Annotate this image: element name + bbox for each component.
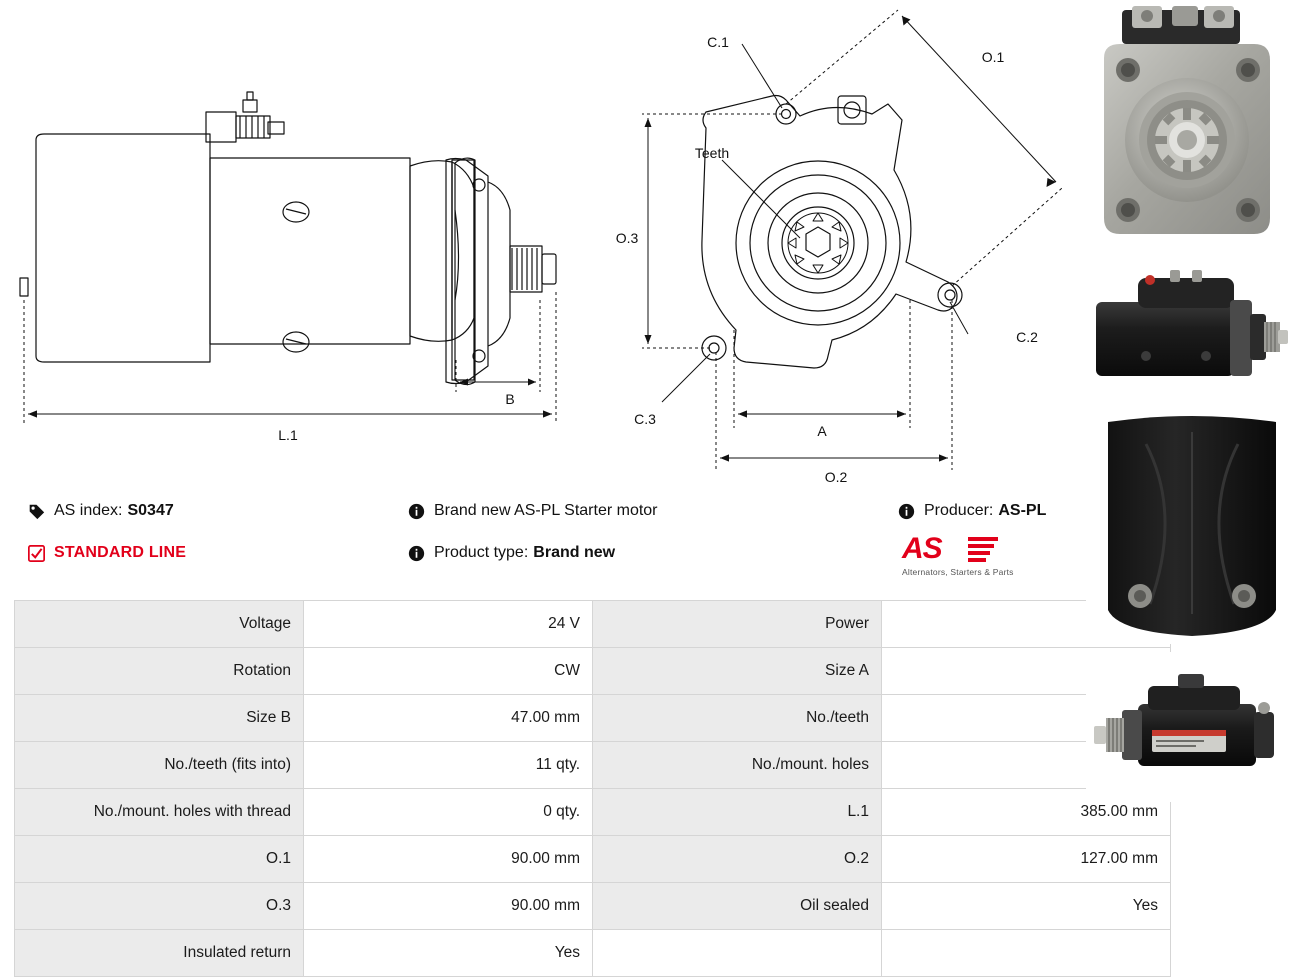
info-column-index <box>28 498 408 582</box>
starter-front-flange-photo[interactable] <box>1086 4 1298 248</box>
table-row <box>15 930 1171 977</box>
aspl-logo-word: AS <box>902 532 942 565</box>
spec-value: 127.00 mm <box>882 836 1171 883</box>
spec-label: No./teeth (fits into) <box>15 742 304 789</box>
table-row <box>15 789 1171 836</box>
technical-drawing-area <box>0 0 1080 495</box>
table-row <box>15 742 1171 789</box>
starter-side-body-photo[interactable] <box>1086 256 1298 406</box>
as-index-line <box>28 498 408 524</box>
table-row <box>15 836 1171 883</box>
dim-label-o3: O.3 <box>615 230 639 246</box>
producer-label: Producer: <box>924 502 994 519</box>
spec-label: Oil sealed <box>593 883 882 930</box>
info-icon <box>408 545 425 562</box>
spec-value: Yes <box>304 930 593 977</box>
dim-label-o1: O.1 <box>981 49 1005 65</box>
product-description: Brand new AS-PL Starter motor <box>434 502 658 519</box>
info-column-description <box>408 498 898 582</box>
standard-line-label: STANDARD LINE <box>54 544 187 561</box>
dim-label-l1: L.1 <box>278 427 298 443</box>
spec-value: 0 qty. <box>304 789 593 836</box>
spec-label: No./mount. holes with thread <box>15 789 304 836</box>
standard-line-row <box>28 540 408 566</box>
spec-label: L.1 <box>593 789 882 836</box>
spec-label: Size A <box>593 648 882 695</box>
dim-label-c1: C.1 <box>707 34 729 50</box>
spec-empty-cell <box>882 930 1171 977</box>
table-row <box>15 695 1171 742</box>
technical-drawing-svg <box>0 0 1080 495</box>
product-type-line <box>408 540 898 566</box>
info-icon <box>898 503 915 520</box>
spec-label: No./mount. holes <box>593 742 882 789</box>
dim-label-c3: C.3 <box>634 411 656 427</box>
spec-label: Insulated return <box>15 930 304 977</box>
spec-label: No./teeth <box>593 695 882 742</box>
spec-empty-cell <box>593 930 882 977</box>
starter-cover-photo[interactable] <box>1086 414 1298 644</box>
spec-label: Voltage <box>15 601 304 648</box>
as-index-value: S0347 <box>127 502 174 519</box>
specifications-table-wrap <box>14 600 1158 977</box>
spec-value: 24 V <box>304 601 593 648</box>
dim-label-c2: C.2 <box>1016 329 1038 345</box>
spec-value: CW <box>304 648 593 695</box>
product-info-row <box>0 498 1080 588</box>
checkbox-icon <box>28 545 45 562</box>
table-row <box>15 601 1171 648</box>
aspl-logo-subtitle: Alternators, Starters & Parts <box>902 567 1014 577</box>
dim-label-o2: O.2 <box>824 469 848 485</box>
aspl-logo <box>902 534 1072 582</box>
as-index-label: AS index: <box>54 502 123 519</box>
spec-label: Size B <box>15 695 304 742</box>
starter-angled-photo[interactable] <box>1086 652 1298 802</box>
table-row <box>15 883 1171 930</box>
spec-value: Yes <box>882 883 1171 930</box>
info-icon <box>408 503 425 520</box>
dim-label-teeth: Teeth <box>694 145 730 161</box>
spec-label: Rotation <box>15 648 304 695</box>
aspl-logo-bars <box>968 537 998 563</box>
description-line <box>408 498 898 524</box>
tag-icon <box>28 503 45 520</box>
spec-label: O.2 <box>593 836 882 883</box>
dim-label-b: B <box>505 391 515 407</box>
spec-label: O.3 <box>15 883 304 930</box>
product-type-label: Product type: <box>434 544 529 561</box>
spec-value: 11 qty. <box>304 742 593 789</box>
specifications-table <box>14 600 1171 977</box>
producer-value: AS-PL <box>998 502 1047 519</box>
product-photo-column <box>1086 0 1308 936</box>
spec-label: O.1 <box>15 836 304 883</box>
dim-label-a: A <box>817 423 827 439</box>
spec-value: 90.00 mm <box>304 883 593 930</box>
producer-line <box>898 498 1083 524</box>
spec-label: Power <box>593 601 882 648</box>
spec-value: 47.00 mm <box>304 695 593 742</box>
product-type-value: Brand new <box>533 544 616 561</box>
table-row <box>15 648 1171 695</box>
spec-value: 90.00 mm <box>304 836 593 883</box>
spec-value: 385.00 mm <box>882 789 1171 836</box>
